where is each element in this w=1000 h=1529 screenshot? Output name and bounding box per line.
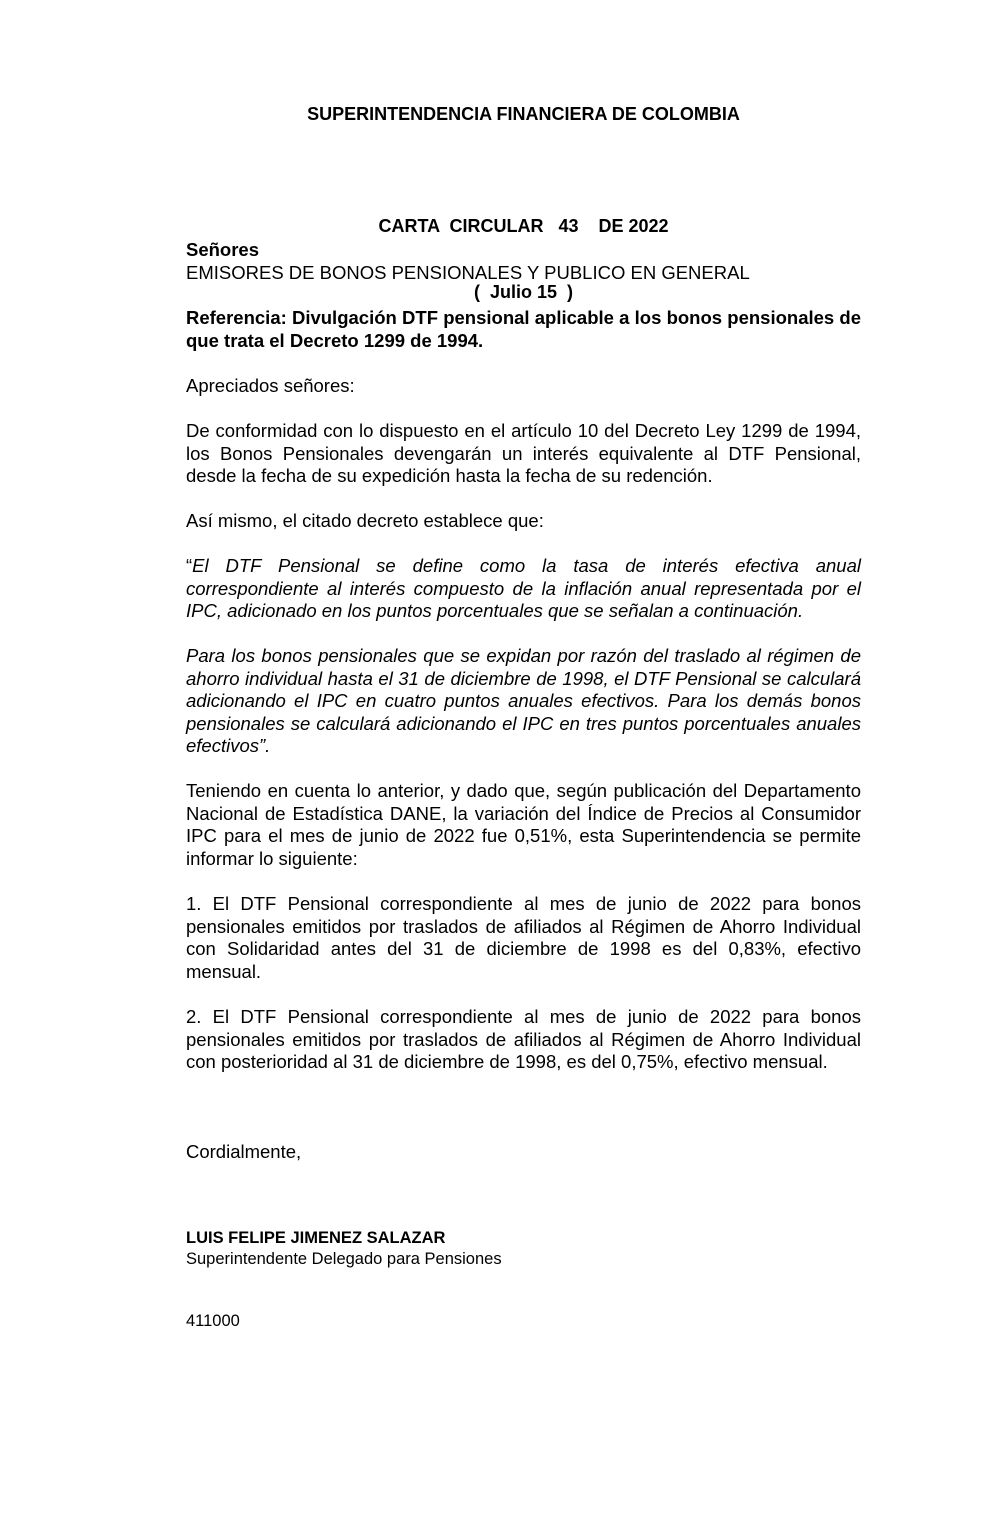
recipients: EMISORES DE BONOS PENSIONALES Y PUBLICO EN GENERAL	[186, 262, 750, 283]
signatory-name: LUIS FELIPE JIMENEZ SALAZAR	[186, 1229, 446, 1247]
circular-date: ( Julio 15 )	[473, 282, 574, 302]
quote-calculation: Para los bonos pensionales que se expidan por razón del traslado al régimen de ahorro individual hasta el 31 de diciembre de 1998, el DTF Pensional se calculará adicionando el IPC en cuatro puntos anuales efectivos. Para los demás bonos pensionales se calculará adicionando el IPC en tres puntos porcentuales anuales efectivos”.	[186, 645, 861, 756]
list-item-2: 2. El DTF Pensional correspondiente al mes de junio de 2022 para bonos pensionales emitidos por traslados de afiliados al Régimen de Ahorro Individual con posterioridad al 31 de diciembre de 1998, es del 0,75%, efectivo mensual.	[186, 1006, 861, 1072]
organization-heading: SUPERINTENDENCIA FINANCIERA DE COLOMBIA	[307, 104, 740, 124]
closing: Cordialmente,	[186, 1141, 302, 1162]
circular-number: CARTA CIRCULAR 43 DE 2022	[378, 216, 669, 236]
quote-open-mark: “	[186, 555, 193, 576]
paragraph-decree: De conformidad con lo dispuesto en el artículo 10 del Decreto Ley 1299 de 1994, los Bonos Pensionales devengarán un interés equivalente al DTF Pensional, desde la fecha de su expedición hasta la fecha de su redención.	[186, 420, 861, 486]
list-item-1: 1. El DTF Pensional correspondiente al mes de junio de 2022 para bonos pensionales emitidos por traslados de afiliados al Régimen de Ahorro Individual con Solidaridad antes del 31 de diciembre de 1998 es del 0,83%, efectivo mensual.	[186, 893, 861, 982]
salutation-title: Señores	[186, 239, 260, 260]
signatory-title: Superintendente Delegado para Pensiones	[186, 1250, 502, 1268]
paragraph-establishes: Así mismo, el citado decreto establece que:	[186, 510, 544, 531]
greeting: Apreciados señores:	[186, 375, 355, 396]
quote-definition-text: El DTF Pensional se define como la tasa de interés efectiva anual correspondiente al interés compuesto de la inflación anual representada por el IPC, adicionado en los puntos porcentuales que se señalan a continuación.	[186, 555, 861, 621]
document-code: 411000	[186, 1312, 240, 1330]
paragraph-dane: Teniendo en cuenta lo anterior, y dado que, según publicación del Departamento Nacional de Estadística DANE, la variación del Índice de Precios al Consumidor IPC para el mes de junio de 2022 fue 0,51%, esta Superintendencia se permite informar lo siguiente:	[186, 780, 861, 869]
quote-definition	[186, 555, 861, 623]
reference: Referencia: Divulgación DTF pensional aplicable a los bonos pensionales de que trata el Decreto 1299 de 1994.	[186, 307, 861, 351]
